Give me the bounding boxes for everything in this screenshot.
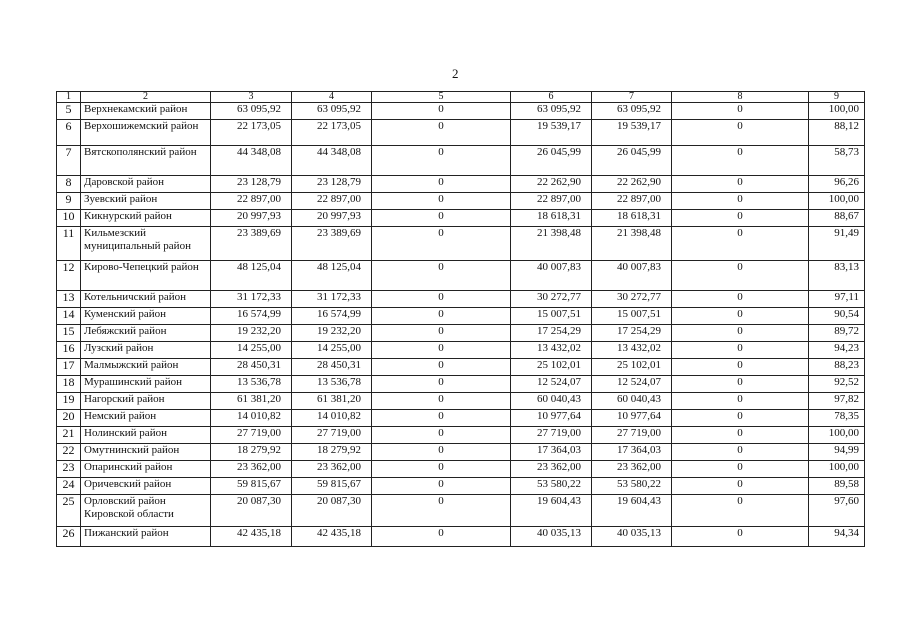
value-col3: 28 450,31 [211, 359, 292, 376]
value-col8: 0 [672, 527, 809, 547]
value-col3: 16 574,99 [211, 308, 292, 325]
value-col7: 22 262,90 [592, 176, 672, 193]
value-col6: 21 398,48 [511, 227, 592, 261]
row-number: 15 [57, 325, 81, 342]
district-name: Омутнинский район [81, 444, 211, 461]
table-row [57, 210, 865, 227]
percent-col9: 94,34 [809, 527, 865, 547]
row-number: 11 [57, 227, 81, 261]
value-col5: 0 [372, 495, 511, 527]
value-col4: 22 173,05 [292, 120, 372, 146]
row-number: 8 [57, 176, 81, 193]
column-header-2: 2 [81, 92, 211, 103]
row-number: 23 [57, 461, 81, 478]
percent-col9: 58,73 [809, 146, 865, 176]
value-col6: 26 045,99 [511, 146, 592, 176]
value-col6: 18 618,31 [511, 210, 592, 227]
value-col6: 60 040,43 [511, 393, 592, 410]
percent-col9: 88,23 [809, 359, 865, 376]
value-col4: 48 125,04 [292, 261, 372, 291]
value-col4: 16 574,99 [292, 308, 372, 325]
table-row [57, 410, 865, 427]
value-col3: 13 536,78 [211, 376, 292, 393]
value-col3: 20 997,93 [211, 210, 292, 227]
column-header-7: 7 [592, 92, 672, 103]
district-name: Котельничский район [81, 291, 211, 308]
value-col7: 19 604,43 [592, 495, 672, 527]
value-col6: 30 272,77 [511, 291, 592, 308]
value-col6: 53 580,22 [511, 478, 592, 495]
value-col5: 0 [372, 444, 511, 461]
district-name: Кирово-Чепецкий район [81, 261, 211, 291]
percent-col9: 88,12 [809, 120, 865, 146]
value-col6: 13 432,02 [511, 342, 592, 359]
district-name: Нагорский район [81, 393, 211, 410]
value-col7: 40 007,83 [592, 261, 672, 291]
value-col8: 0 [672, 342, 809, 359]
value-col5: 0 [372, 376, 511, 393]
value-col8: 0 [672, 376, 809, 393]
value-col7: 60 040,43 [592, 393, 672, 410]
value-col7: 15 007,51 [592, 308, 672, 325]
value-col4: 23 128,79 [292, 176, 372, 193]
value-col4: 31 172,33 [292, 291, 372, 308]
table-row [57, 359, 865, 376]
value-col7: 40 035,13 [592, 527, 672, 547]
value-col5: 0 [372, 410, 511, 427]
value-col7: 25 102,01 [592, 359, 672, 376]
value-col7: 13 432,02 [592, 342, 672, 359]
district-name: Даровской район [81, 176, 211, 193]
value-col6: 12 524,07 [511, 376, 592, 393]
percent-col9: 100,00 [809, 193, 865, 210]
value-col6: 40 035,13 [511, 527, 592, 547]
value-col4: 27 719,00 [292, 427, 372, 444]
value-col5: 0 [372, 342, 511, 359]
value-col6: 22 262,90 [511, 176, 592, 193]
value-col5: 0 [372, 146, 511, 176]
value-col3: 20 087,30 [211, 495, 292, 527]
value-col8: 0 [672, 427, 809, 444]
district-name: Зуевский район [81, 193, 211, 210]
value-col4: 23 362,00 [292, 461, 372, 478]
value-col7: 22 897,00 [592, 193, 672, 210]
value-col5: 0 [372, 427, 511, 444]
percent-col9: 94,99 [809, 444, 865, 461]
value-col4: 20 997,93 [292, 210, 372, 227]
value-col5: 0 [372, 210, 511, 227]
value-col3: 23 362,00 [211, 461, 292, 478]
district-name: Нолинский район [81, 427, 211, 444]
row-number: 21 [57, 427, 81, 444]
value-col3: 48 125,04 [211, 261, 292, 291]
value-col3: 19 232,20 [211, 325, 292, 342]
table-row [57, 444, 865, 461]
row-number: 14 [57, 308, 81, 325]
value-col8: 0 [672, 410, 809, 427]
value-col6: 17 364,03 [511, 444, 592, 461]
table-row [57, 261, 865, 291]
value-col5: 0 [372, 393, 511, 410]
column-header-8: 8 [672, 92, 809, 103]
table-row [57, 146, 865, 176]
row-number: 20 [57, 410, 81, 427]
value-col8: 0 [672, 359, 809, 376]
value-col6: 17 254,29 [511, 325, 592, 342]
budget-table [56, 91, 865, 547]
value-col7: 21 398,48 [592, 227, 672, 261]
value-col8: 0 [672, 461, 809, 478]
percent-col9: 97,60 [809, 495, 865, 527]
value-col4: 61 381,20 [292, 393, 372, 410]
row-number: 6 [57, 120, 81, 146]
value-col3: 42 435,18 [211, 527, 292, 547]
value-col5: 0 [372, 308, 511, 325]
value-col4: 19 232,20 [292, 325, 372, 342]
district-name: Малмыжский район [81, 359, 211, 376]
table-body [57, 103, 865, 547]
value-col6: 19 604,43 [511, 495, 592, 527]
value-col6: 10 977,64 [511, 410, 592, 427]
column-header-4: 4 [292, 92, 372, 103]
value-col4: 44 348,08 [292, 146, 372, 176]
value-col5: 0 [372, 478, 511, 495]
value-col6: 19 539,17 [511, 120, 592, 146]
value-col7: 23 362,00 [592, 461, 672, 478]
table-row [57, 393, 865, 410]
column-header-1: 1 [57, 92, 81, 103]
table-row [57, 495, 865, 527]
percent-col9: 92,52 [809, 376, 865, 393]
percent-col9: 89,58 [809, 478, 865, 495]
value-col4: 20 087,30 [292, 495, 372, 527]
value-col5: 0 [372, 461, 511, 478]
value-col8: 0 [672, 291, 809, 308]
value-col8: 0 [672, 308, 809, 325]
value-col7: 17 364,03 [592, 444, 672, 461]
table-row [57, 376, 865, 393]
value-col5: 0 [372, 103, 511, 120]
value-col5: 0 [372, 120, 511, 146]
value-col4: 14 255,00 [292, 342, 372, 359]
value-col7: 10 977,64 [592, 410, 672, 427]
value-col3: 63 095,92 [211, 103, 292, 120]
table-row [57, 478, 865, 495]
value-col4: 42 435,18 [292, 527, 372, 547]
page-number: 2 [452, 66, 459, 81]
value-col4: 13 536,78 [292, 376, 372, 393]
value-col6: 23 362,00 [511, 461, 592, 478]
table-row [57, 120, 865, 146]
value-col8: 0 [672, 120, 809, 146]
district-name: Орловский район Кировской области [81, 495, 211, 527]
value-col4: 23 389,69 [292, 227, 372, 261]
value-col8: 0 [672, 393, 809, 410]
district-name: Опаринский район [81, 461, 211, 478]
table-row [57, 342, 865, 359]
value-col5: 0 [372, 291, 511, 308]
row-number: 5 [57, 103, 81, 120]
value-col3: 23 128,79 [211, 176, 292, 193]
percent-col9: 90,54 [809, 308, 865, 325]
column-header-3: 3 [211, 92, 292, 103]
value-col7: 12 524,07 [592, 376, 672, 393]
value-col3: 22 173,05 [211, 120, 292, 146]
value-col4: 28 450,31 [292, 359, 372, 376]
value-col7: 27 719,00 [592, 427, 672, 444]
percent-col9: 78,35 [809, 410, 865, 427]
percent-col9: 91,49 [809, 227, 865, 261]
value-col7: 53 580,22 [592, 478, 672, 495]
value-col3: 14 010,82 [211, 410, 292, 427]
row-number: 19 [57, 393, 81, 410]
value-col3: 18 279,92 [211, 444, 292, 461]
value-col8: 0 [672, 210, 809, 227]
row-number: 25 [57, 495, 81, 527]
value-col6: 40 007,83 [511, 261, 592, 291]
value-col4: 22 897,00 [292, 193, 372, 210]
value-col4: 63 095,92 [292, 103, 372, 120]
value-col5: 0 [372, 261, 511, 291]
district-name: Оричевский район [81, 478, 211, 495]
percent-col9: 94,23 [809, 342, 865, 359]
row-number: 16 [57, 342, 81, 359]
value-col7: 26 045,99 [592, 146, 672, 176]
row-number: 9 [57, 193, 81, 210]
value-col3: 14 255,00 [211, 342, 292, 359]
value-col4: 18 279,92 [292, 444, 372, 461]
row-number: 17 [57, 359, 81, 376]
value-col7: 30 272,77 [592, 291, 672, 308]
district-name: Мурашинский район [81, 376, 211, 393]
percent-col9: 100,00 [809, 461, 865, 478]
row-number: 26 [57, 527, 81, 547]
table-row [57, 291, 865, 308]
value-col5: 0 [372, 527, 511, 547]
value-col7: 18 618,31 [592, 210, 672, 227]
value-col5: 0 [372, 193, 511, 210]
value-col8: 0 [672, 146, 809, 176]
percent-col9: 100,00 [809, 427, 865, 444]
value-col6: 25 102,01 [511, 359, 592, 376]
percent-col9: 89,72 [809, 325, 865, 342]
value-col8: 0 [672, 325, 809, 342]
table-row [57, 325, 865, 342]
district-name: Верхнекамский район [81, 103, 211, 120]
value-col8: 0 [672, 444, 809, 461]
column-header-9: 9 [809, 92, 865, 103]
value-col7: 19 539,17 [592, 120, 672, 146]
value-col8: 0 [672, 227, 809, 261]
value-col7: 17 254,29 [592, 325, 672, 342]
percent-col9: 88,67 [809, 210, 865, 227]
table-row [57, 308, 865, 325]
district-name: Немский район [81, 410, 211, 427]
district-name: Лебяжский район [81, 325, 211, 342]
value-col4: 14 010,82 [292, 410, 372, 427]
row-number: 18 [57, 376, 81, 393]
value-col3: 23 389,69 [211, 227, 292, 261]
row-number: 12 [57, 261, 81, 291]
value-col8: 0 [672, 176, 809, 193]
value-col6: 22 897,00 [511, 193, 592, 210]
percent-col9: 97,11 [809, 291, 865, 308]
district-name: Куменский район [81, 308, 211, 325]
value-col4: 59 815,67 [292, 478, 372, 495]
value-col5: 0 [372, 227, 511, 261]
value-col5: 0 [372, 176, 511, 193]
table-row [57, 103, 865, 120]
row-number: 10 [57, 210, 81, 227]
row-number: 22 [57, 444, 81, 461]
district-name: Вятскополянский район [81, 146, 211, 176]
value-col3: 59 815,67 [211, 478, 292, 495]
district-name: Лузский район [81, 342, 211, 359]
value-col3: 22 897,00 [211, 193, 292, 210]
table-row [57, 176, 865, 193]
value-col8: 0 [672, 193, 809, 210]
column-header-5: 5 [372, 92, 511, 103]
district-name: Верхошижемский район [81, 120, 211, 146]
value-col8: 0 [672, 495, 809, 527]
row-number: 13 [57, 291, 81, 308]
table-row [57, 427, 865, 444]
value-col3: 61 381,20 [211, 393, 292, 410]
percent-col9: 97,82 [809, 393, 865, 410]
percent-col9: 100,00 [809, 103, 865, 120]
row-number: 7 [57, 146, 81, 176]
value-col5: 0 [372, 359, 511, 376]
value-col3: 31 172,33 [211, 291, 292, 308]
district-name: Кикнурский район [81, 210, 211, 227]
row-number: 24 [57, 478, 81, 495]
value-col8: 0 [672, 478, 809, 495]
column-header-6: 6 [511, 92, 592, 103]
value-col6: 63 095,92 [511, 103, 592, 120]
table-row [57, 527, 865, 547]
value-col5: 0 [372, 325, 511, 342]
percent-col9: 83,13 [809, 261, 865, 291]
district-name: Пижанский район [81, 527, 211, 547]
value-col3: 44 348,08 [211, 146, 292, 176]
value-col8: 0 [672, 103, 809, 120]
value-col7: 63 095,92 [592, 103, 672, 120]
table-row [57, 227, 865, 261]
table-row [57, 461, 865, 478]
value-col6: 27 719,00 [511, 427, 592, 444]
table-row [57, 193, 865, 210]
district-name: Кильмезский муниципальный район [81, 227, 211, 261]
value-col8: 0 [672, 261, 809, 291]
table-header-row [57, 92, 865, 103]
value-col6: 15 007,51 [511, 308, 592, 325]
percent-col9: 96,26 [809, 176, 865, 193]
value-col3: 27 719,00 [211, 427, 292, 444]
